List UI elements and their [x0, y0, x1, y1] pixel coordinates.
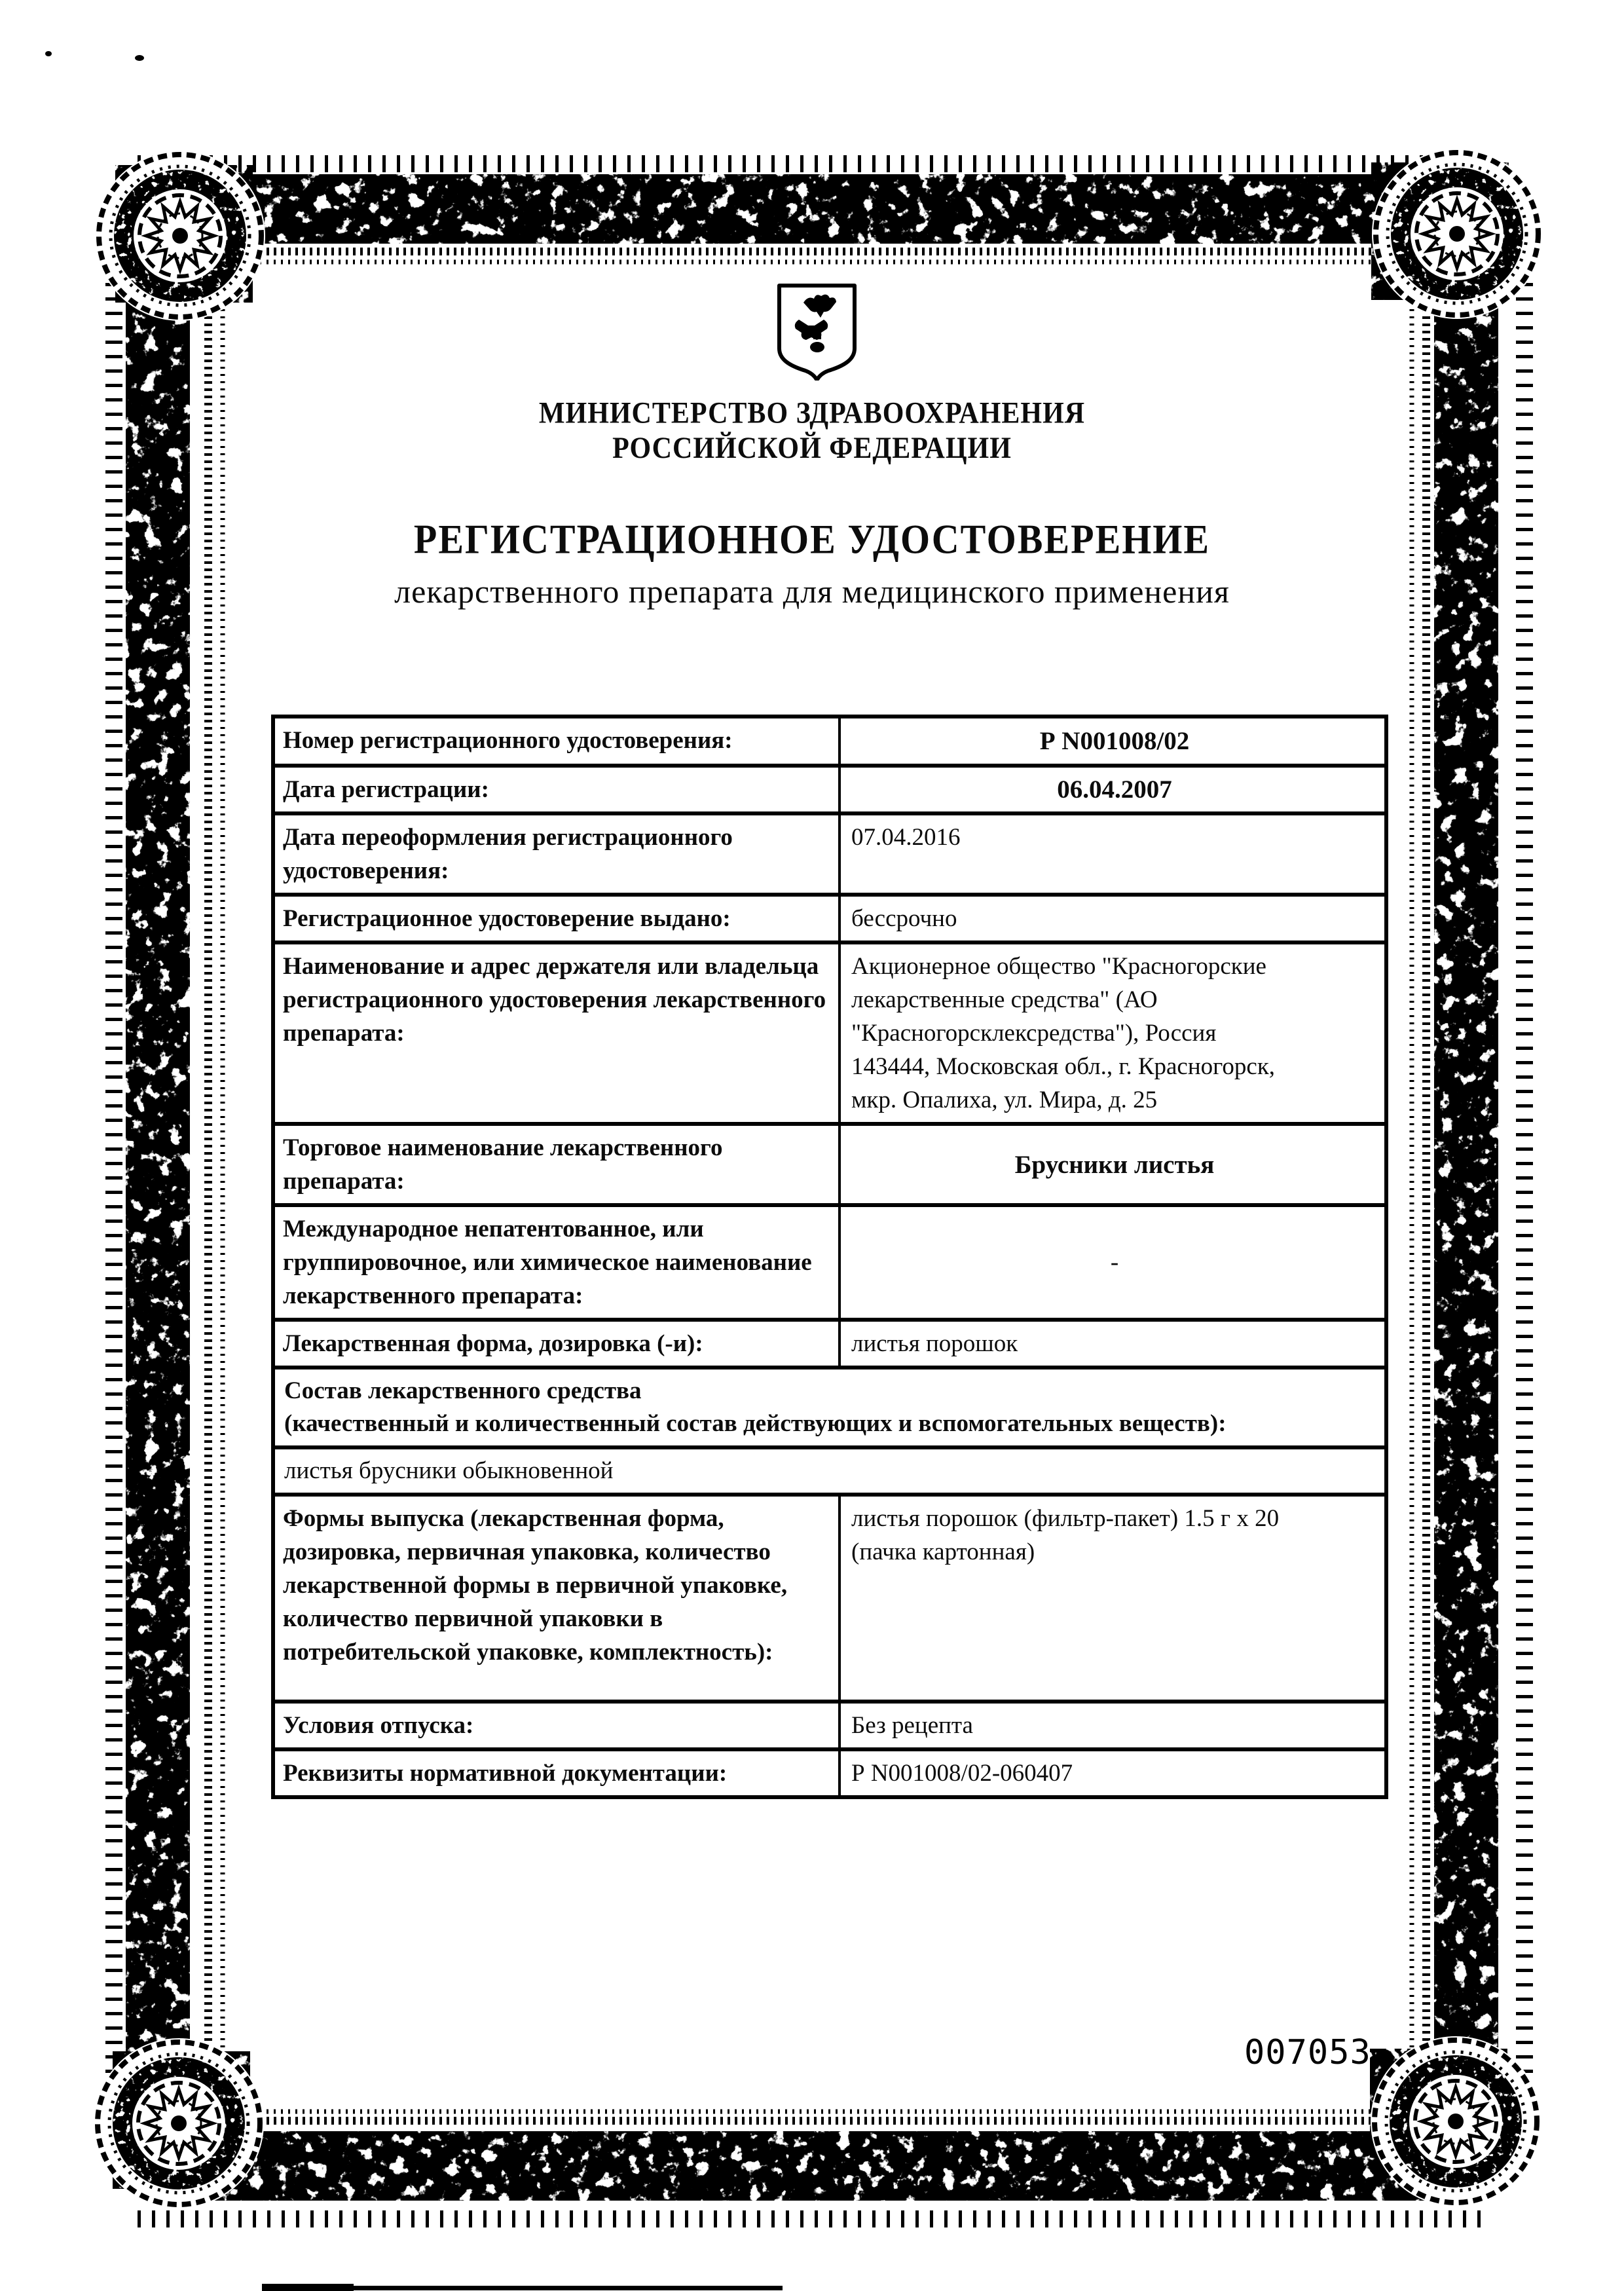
table-row-dispensing-conditions [275, 1700, 1384, 1747]
row-label: Наименование и адрес держателя или владельца регистрационного удостоверения лекарственного препарата: [283, 953, 826, 1047]
table-row-reissue-date [275, 811, 1384, 893]
row-full-text: листья брусники обыкновенной [284, 1457, 614, 1484]
table-row-dosage-form [275, 1318, 1384, 1366]
table-row-holder-name-address [275, 941, 1384, 1122]
row-label: Реквизиты нормативной документации: [283, 1760, 728, 1787]
form-serial-number: 007053 [1244, 2033, 1371, 2072]
ministry-line-2: РОССИЙСКОЙ ФЕДЕРАЦИИ [612, 431, 1012, 466]
row-label: Условия отпуска: [283, 1712, 474, 1739]
row-value: Без рецепта [838, 1704, 1384, 1747]
row-value: 07.04.2016 [838, 815, 1384, 893]
registration-details-table [271, 715, 1388, 1799]
document-title: РЕГИСТРАЦИОННОЕ УДОСТОВЕРЕНИЕ [413, 515, 1211, 563]
row-value: - [838, 1207, 1384, 1318]
table-row-registration-number [275, 718, 1384, 764]
row-value: Брусники листья [838, 1126, 1384, 1203]
russia-coat-of-arms-icon [774, 282, 860, 381]
ministry-line-1: МИНИСТЕРСТВО ЗДРАВООХРАНЕНИЯ [538, 396, 1086, 430]
scan-speck [135, 55, 144, 61]
row-full-text: Состав лекарственного средства (качественный и количественный состав действующих и вспомогательных веществ): [284, 1377, 1227, 1437]
scan-speck [45, 51, 52, 56]
table-row-trade-name [275, 1122, 1384, 1203]
row-label: Формы выпуска (лекарственная форма, дозировка, первичная упаковка, количество лекарственной формы в первичной упаковке, количество первичной упаковки в потребительской упаковке, комплектность): [283, 1505, 788, 1666]
row-label: Регистрационное удостоверение выдано: [283, 905, 731, 932]
table-row-inn-name [275, 1203, 1384, 1318]
row-value: Р N001008/02 [838, 718, 1384, 764]
ministry-header [0, 396, 1624, 466]
row-value: 06.04.2007 [838, 768, 1384, 811]
row-label: Номер регистрационного удостоверения: [283, 727, 733, 754]
row-label: Торговое наименование лекарственного препарата: [283, 1134, 723, 1195]
row-label: Дата регистрации: [283, 776, 489, 803]
row-value: Р N001008/02-060407 [838, 1751, 1384, 1795]
table-row-validity [275, 893, 1384, 941]
table-row-release-forms [275, 1493, 1384, 1700]
document-subtitle: лекарственного препарата для медицинского применения [394, 573, 1230, 610]
table-row-normative-docs [275, 1747, 1384, 1795]
row-label: Международное непатентованное, или группировочное, или химическое наименование лекарственного препарата: [283, 1216, 812, 1309]
row-label: Дата переоформления регистрационного удостоверения: [283, 824, 733, 884]
row-value: листья порошок (фильтр-пакет) 1.5 г х 20 (пачка картонная) [838, 1497, 1384, 1700]
row-value: листья порошок [838, 1322, 1384, 1366]
table-row-registration-date [275, 764, 1384, 811]
table-row-composition-value [275, 1445, 1384, 1493]
row-label: Лекарственная форма, дозировка (-и): [283, 1330, 703, 1357]
row-value: бессрочно [838, 897, 1384, 941]
row-value: Акционерное общество "Красногорские лекарственные средства" (АО "Красногорсклексредства"), Россия 143444, Московская обл., г. Красногорск, мкр. Опалиха, ул. Мира, д. 25 [838, 944, 1384, 1122]
table-row-composition-header [275, 1366, 1384, 1445]
